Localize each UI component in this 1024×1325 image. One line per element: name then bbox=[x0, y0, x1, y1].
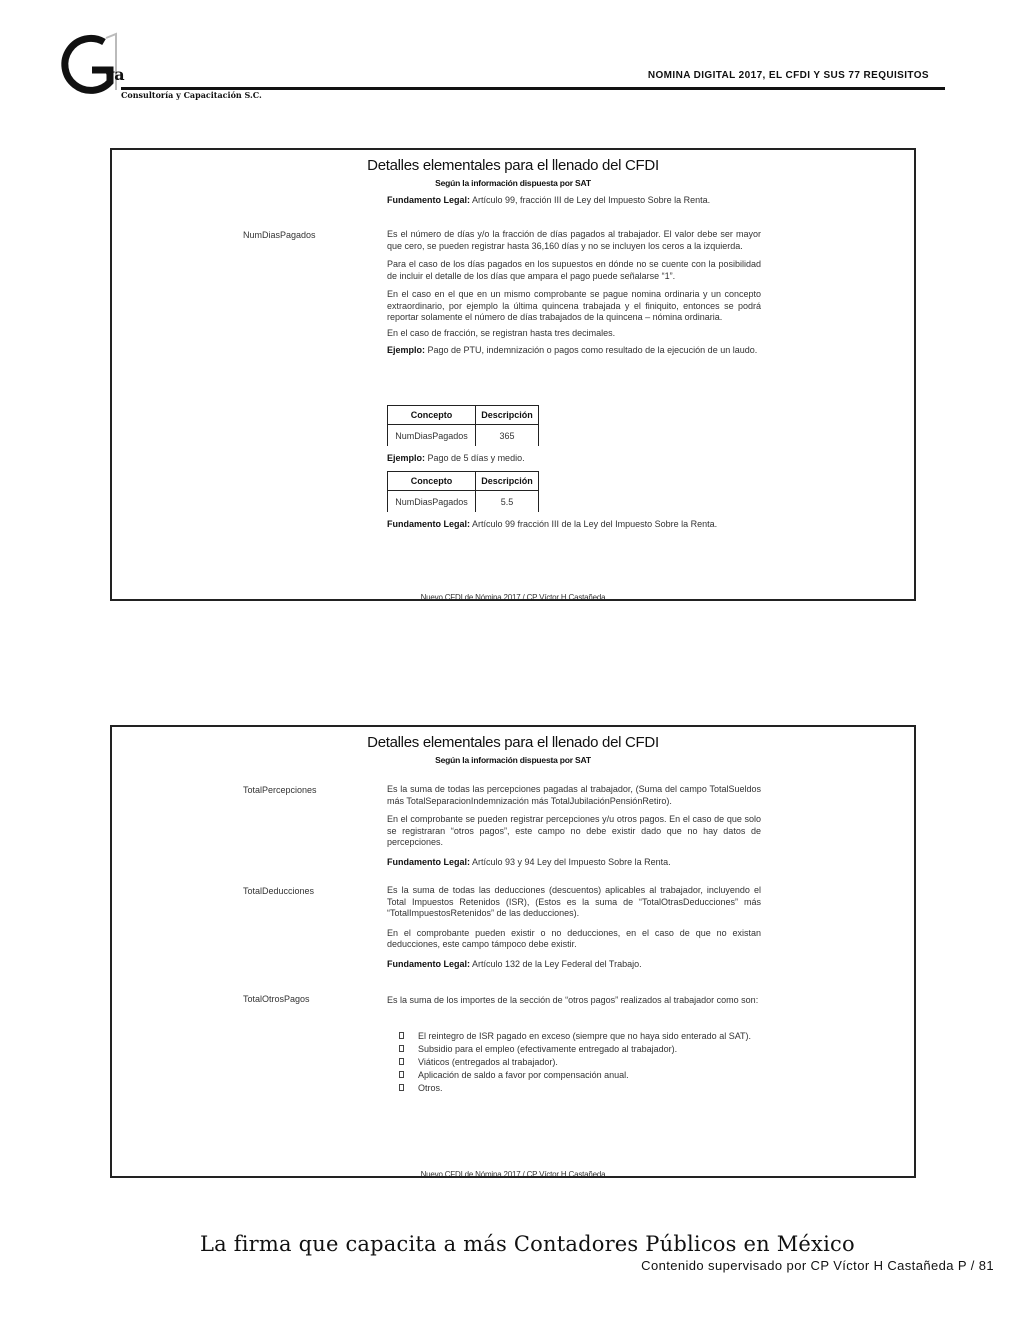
slide-subtitle: Según la información dispuesta por SAT bbox=[435, 178, 591, 188]
example-table-2 bbox=[387, 471, 539, 512]
slide-num-dias-pagados bbox=[110, 148, 916, 601]
paragraph: En el caso en el que en un mismo comprobante se pague nomina ordinaria y un concepto extraordinario, por ejemplo la última quincena trabajada y el finiquito, entonces se podrá reportar solamente el número de días trabajados de la quincena – nómina ordinaria. bbox=[387, 289, 761, 322]
example-text: Pago de PTU, indemnización o pagos como resultado de la ejecución de un laudo. bbox=[425, 345, 758, 355]
paragraph: En el comprobante se pueden registrar percepciones y/u otros pagos. En el caso de que solo se registraran “otros pagos”, este campo no debe existir dado que no hay datos de percepciones. bbox=[387, 814, 761, 847]
header-divider bbox=[121, 87, 945, 90]
bullet-icon bbox=[399, 1045, 404, 1052]
legal-basis-top bbox=[387, 195, 761, 207]
paragraph: En el caso de fracción, se registran hasta tres decimales. bbox=[387, 327, 616, 338]
example-1 bbox=[387, 345, 761, 357]
paragraph: Para el caso de los días pagados en los supuestos en dónde no se cuente con la posibilidad de incluir el detalle de los días que ampara el pago puede señalarse “1”. bbox=[387, 259, 761, 281]
example-2 bbox=[387, 453, 761, 465]
slide-totales bbox=[110, 725, 916, 1178]
table-row bbox=[388, 491, 539, 513]
list-item: Subsidio para el empleo (efectivamente entregado al trabajador). bbox=[399, 1043, 759, 1056]
example-label: Ejemplo: bbox=[387, 453, 426, 463]
example-text: Pago de 5 días y medio. bbox=[425, 453, 525, 463]
slide-subtitle: Según la información dispuesta por SAT bbox=[435, 755, 591, 765]
legal-text: Artículo 93 y 94 Ley del Impuesto Sobre la Renta. bbox=[470, 856, 671, 867]
slide-footer: Nuevo CFDI de Nómina 2017 / CP Víctor H Castañeda bbox=[420, 1170, 606, 1178]
table-header: Concepto bbox=[388, 406, 476, 425]
document-title: NOMINA DIGITAL 2017, EL CFDI Y SUS 77 REQUISITOS bbox=[647, 70, 929, 81]
company-name: Consultoría y Capacitación S.C. bbox=[121, 90, 262, 100]
term-total-otros-pagos: TotalOtrosPagos bbox=[243, 994, 310, 1004]
paragraph: Es el número de días y/o la fracción de días pagados al trabajador. El valor debe ser mayor que cero, se pueden registrar hasta 36,160 días y no se incluyen los ceros a la izquierda. bbox=[387, 229, 761, 251]
list-item: El reintegro de ISR pagado en exceso (siempre que no haya sido enterado al SAT). bbox=[399, 1030, 759, 1043]
bullet-icon bbox=[399, 1084, 404, 1091]
legal-label: Fundamento Legal: bbox=[387, 195, 470, 205]
term-total-percepciones: TotalPercepciones bbox=[243, 785, 317, 795]
slide-title: Detalles elementales para el llenado del CFDI bbox=[367, 734, 659, 751]
table-header: Concepto bbox=[388, 472, 476, 491]
legal-basis bbox=[387, 959, 761, 971]
tagline: La firma que capacita a más Contadores Públicos en México bbox=[200, 1232, 855, 1256]
term-description bbox=[387, 229, 761, 357]
legal-text: Artículo 99 fracción III de la Ley del Impuesto Sobre la Renta. bbox=[470, 519, 718, 529]
list-item: Viáticos (entregados al trabajador). bbox=[399, 1056, 759, 1069]
paragraph: Es la suma de los importes de la sección de “otros pagos” realizados al trabajador como son: bbox=[387, 995, 759, 1005]
legal-label: Fundamento Legal: bbox=[387, 958, 470, 969]
term-description bbox=[387, 885, 761, 970]
logo-letters: va bbox=[105, 65, 125, 84]
list-item: Otros. bbox=[399, 1082, 759, 1095]
table-cell: NumDiasPagados bbox=[388, 425, 476, 447]
bullet-icon bbox=[399, 1071, 404, 1078]
legal-basis bbox=[387, 857, 761, 869]
legal-text: Artículo 99, fracción III de Ley del Impuesto Sobre la Renta. bbox=[470, 195, 711, 205]
bullet-icon bbox=[399, 1058, 404, 1065]
company-logo bbox=[52, 30, 132, 100]
term-num-dias-pagados: NumDiasPagados bbox=[243, 230, 316, 240]
term-description bbox=[387, 784, 761, 868]
example-label: Ejemplo: bbox=[387, 345, 426, 355]
legal-label: Fundamento Legal: bbox=[387, 856, 470, 867]
table-cell: 5.5 bbox=[476, 491, 539, 513]
table-row bbox=[388, 425, 539, 447]
bullet-icon bbox=[399, 1032, 404, 1039]
table-header: Descripción bbox=[476, 406, 539, 425]
table-cell: 365 bbox=[476, 425, 539, 447]
term-description bbox=[387, 993, 761, 1007]
list-item: Aplicación de saldo a favor por compensación anual. bbox=[399, 1069, 759, 1082]
table-header: Descripción bbox=[476, 472, 539, 491]
slide-title: Detalles elementales para el llenado del CFDI bbox=[367, 157, 659, 174]
term-total-deducciones: TotalDeducciones bbox=[243, 886, 315, 896]
page-footer: Contenido supervisado por CP Víctor H Castañeda P / 81 bbox=[641, 1258, 994, 1273]
legal-basis-bottom bbox=[387, 519, 761, 531]
paragraph: Es la suma de todas las deducciones (descuentos) aplicables al trabajador, incluyendo el Total Impuestos Retenidos (ISR), (Estos es la suma de “TotalOtrasDeducciones” más “TotalImpuestosRetenidos” de las deducciones). bbox=[387, 885, 761, 918]
paragraph: Es la suma de todas las percepciones pagadas al trabajador, (Suma del campo TotalSueldos más TotalSeparacionIndemnización más TotalJubilaciónPensiónRetiro). bbox=[387, 784, 761, 806]
paragraph: En el comprobante pueden existir o no deducciones, en el caso de que no existan deducciones, este campo támpoco debe existir. bbox=[387, 927, 761, 949]
legal-label: Fundamento Legal: bbox=[387, 519, 470, 529]
table-cell: NumDiasPagados bbox=[388, 491, 476, 513]
slide-footer: Nuevo CFDI de Nómina 2017 / CP Víctor H Castañeda bbox=[420, 593, 606, 601]
example-table-1 bbox=[387, 405, 539, 446]
otros-pagos-list bbox=[399, 1030, 759, 1095]
legal-text: Artículo 132 de la Ley Federal del Trabajo. bbox=[470, 958, 642, 969]
